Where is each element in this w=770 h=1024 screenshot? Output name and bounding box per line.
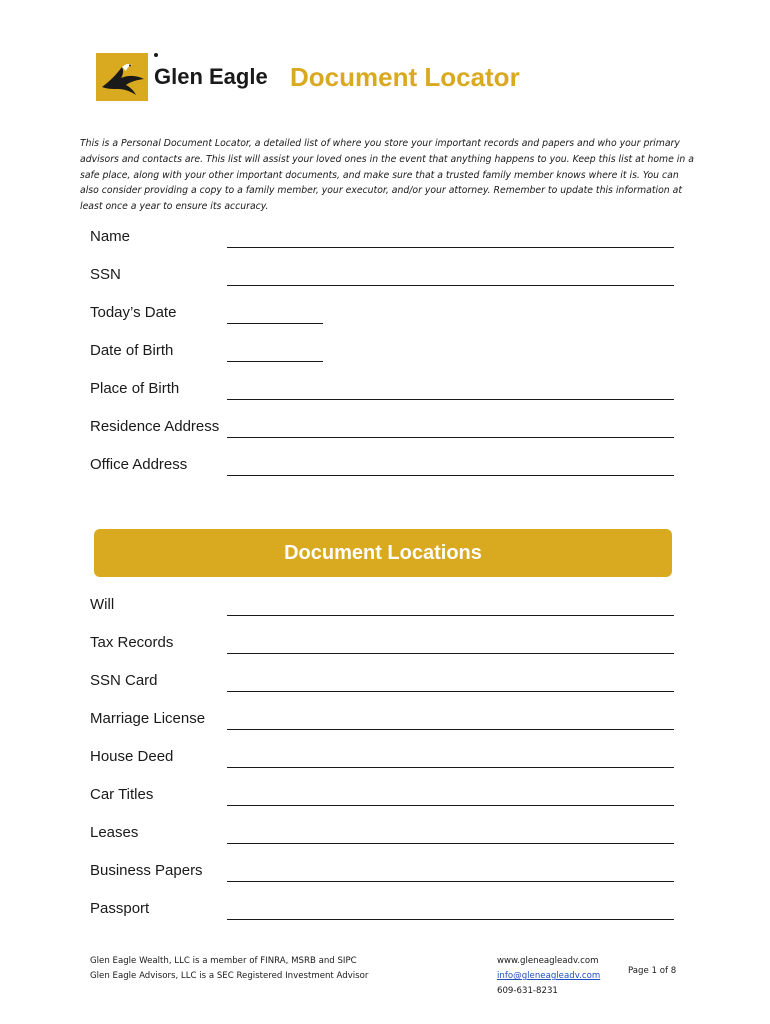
marriage-license-field[interactable] xyxy=(90,710,676,732)
blank-line[interactable] xyxy=(227,437,674,438)
todays-date-field[interactable] xyxy=(90,304,676,326)
eagle-icon xyxy=(96,53,148,101)
field-label: Place of Birth xyxy=(90,380,180,397)
blank-line[interactable] xyxy=(227,843,674,844)
page-title: Document Locator xyxy=(290,62,520,92)
section-title: Document Locations xyxy=(284,541,482,564)
field-label: SSN xyxy=(90,266,121,283)
blank-line[interactable] xyxy=(227,767,674,768)
field-label: Office Address xyxy=(90,456,188,473)
logo xyxy=(96,53,148,101)
blank-line[interactable] xyxy=(227,653,674,654)
place-of-birth-field[interactable] xyxy=(90,380,676,402)
blank-line[interactable] xyxy=(227,475,674,476)
footer-website[interactable]: www.gleneagleadv.com xyxy=(497,956,599,966)
field-label: Will xyxy=(90,596,115,613)
blank-line[interactable] xyxy=(227,323,323,324)
field-label: House Deed xyxy=(90,748,174,765)
page-number: Page 1 of 8 xyxy=(628,966,677,976)
field-label: Car Titles xyxy=(90,786,154,803)
will-field[interactable] xyxy=(90,596,676,618)
header xyxy=(96,52,268,102)
section-header xyxy=(94,529,672,577)
ssn-field[interactable] xyxy=(90,266,676,288)
business-papers-field[interactable] xyxy=(90,862,676,884)
field-label: Today’s Date xyxy=(90,304,177,321)
blank-line[interactable] xyxy=(227,729,674,730)
field-label: Business Papers xyxy=(90,862,203,879)
car-titles-field[interactable] xyxy=(90,786,676,808)
blank-line[interactable] xyxy=(227,399,674,400)
blank-line[interactable] xyxy=(227,247,674,248)
logo-mark-dot xyxy=(154,53,158,57)
residence-address-field[interactable] xyxy=(90,418,676,440)
footer-disclosures xyxy=(90,954,368,984)
footer-line-2: Glen Eagle Advisors, LLC is a SEC Registered Investment Advisor xyxy=(90,971,369,981)
field-label: Residence Address xyxy=(90,418,220,435)
blank-line[interactable] xyxy=(227,919,674,920)
blank-line[interactable] xyxy=(227,615,674,616)
field-label: SSN Card xyxy=(90,672,158,689)
footer-phone: 609-631-8231 xyxy=(497,986,558,996)
blank-line[interactable] xyxy=(227,285,674,286)
name-field[interactable] xyxy=(90,228,676,250)
blank-line[interactable] xyxy=(227,881,674,882)
field-label: Passport xyxy=(90,900,150,917)
field-label: Date of Birth xyxy=(90,342,174,359)
tax-records-field[interactable] xyxy=(90,634,676,656)
brand-name: Glen Eagle xyxy=(154,64,268,89)
field-label: Leases xyxy=(90,824,139,841)
blank-line[interactable] xyxy=(227,361,323,362)
field-label: Tax Records xyxy=(90,634,174,651)
ssn-card-field[interactable] xyxy=(90,672,676,694)
field-label: Name xyxy=(90,228,131,245)
intro-paragraph: This is a Personal Document Locator, a detailed list of where you store your important records and papers and who your primary advisors and contacts are. This list will assist your loved ones in the event that anything happens to you. Keep this list at home in a safe place, along with your other important documents, and make sure that a trusted family member knows where it is. You can also consider providing a copy to a family member, your executor, and/or your attorney. Remember to update this information at least once a year to ensure its accuracy. xyxy=(80,138,694,213)
blank-line[interactable] xyxy=(227,691,674,692)
date-of-birth-field[interactable] xyxy=(90,342,676,364)
blank-line[interactable] xyxy=(227,805,674,806)
passport-field[interactable] xyxy=(90,900,676,922)
house-deed-field[interactable] xyxy=(90,748,676,770)
field-label: Marriage License xyxy=(90,710,206,727)
footer-email-link[interactable]: info@gleneagleadv.com xyxy=(497,971,601,981)
office-address-field[interactable] xyxy=(90,456,676,478)
leases-field[interactable] xyxy=(90,824,676,846)
footer-line-1: Glen Eagle Wealth, LLC is a member of FINRA, MSRB and SIPC xyxy=(90,956,357,966)
footer-contact xyxy=(497,954,600,999)
